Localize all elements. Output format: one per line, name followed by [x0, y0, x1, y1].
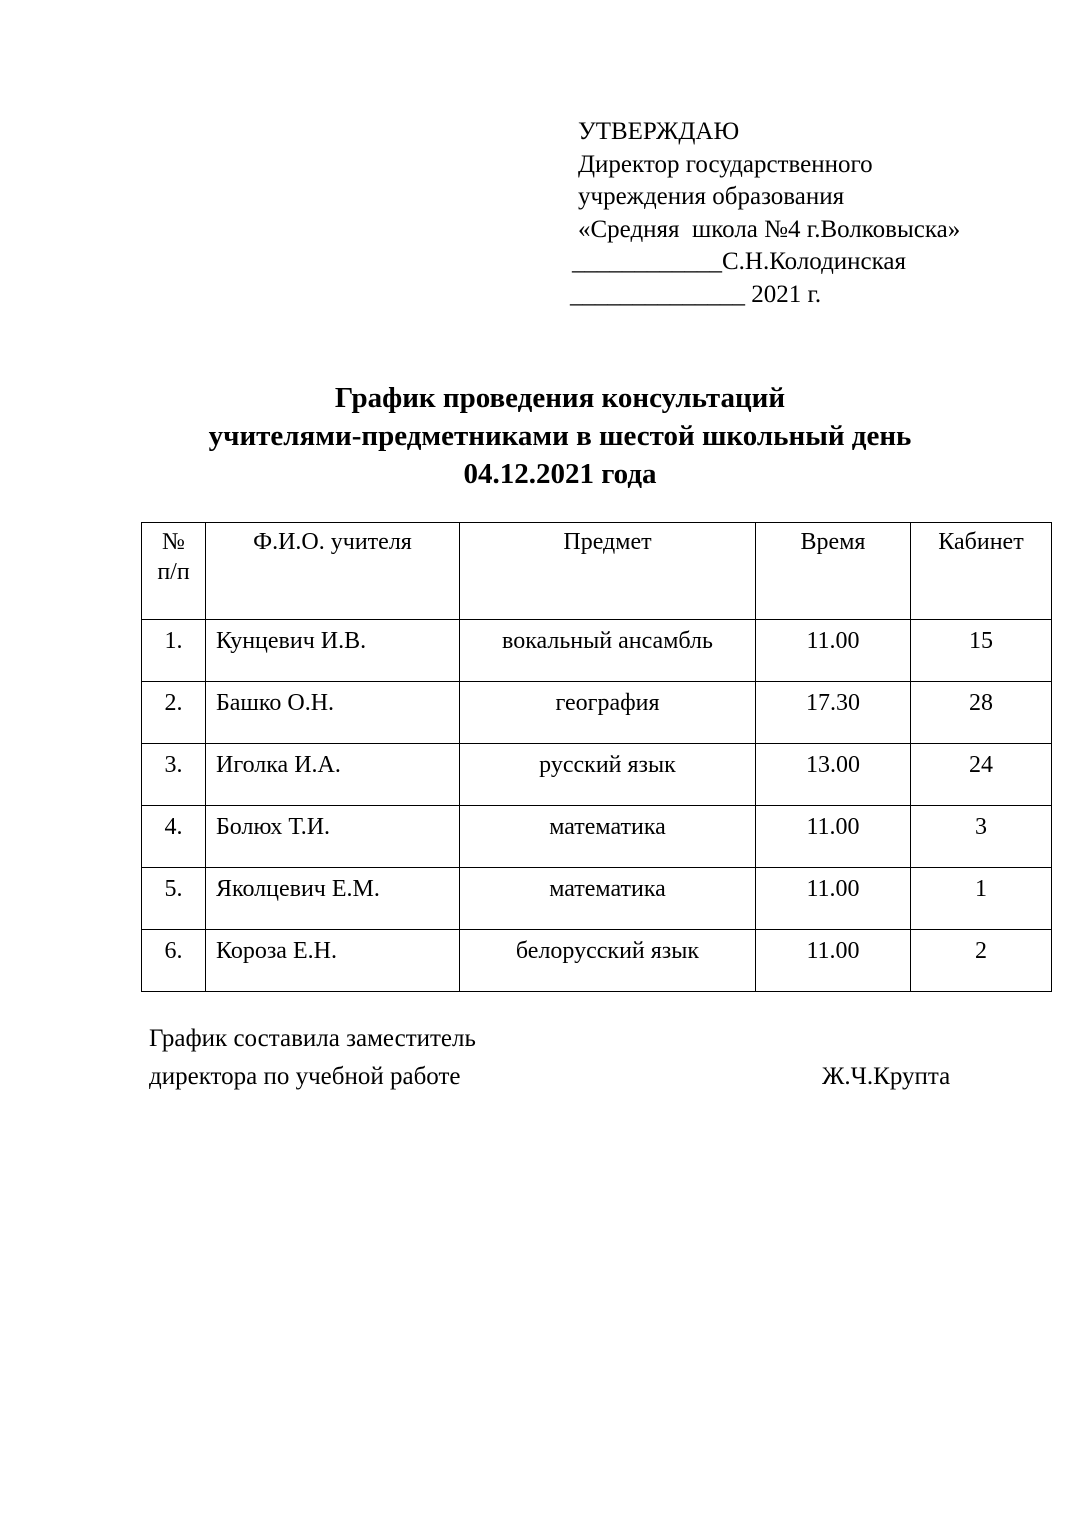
header-name: Ф.И.О. учителя: [206, 523, 460, 620]
title-line3: 04.12.2021 года: [463, 458, 657, 490]
cell-num: 6.: [142, 930, 206, 992]
table-header-row: [142, 523, 1052, 620]
footer-compiled-by-line2: директора по учебной работе: [149, 1063, 461, 1090]
document-title: [60, 379, 1060, 493]
schedule-table: [141, 522, 1052, 992]
footer-block: [149, 1020, 979, 1096]
table-row: [142, 930, 1052, 992]
cell-name: Болюх Т.И.: [206, 806, 460, 868]
approval-signature-line: ____________С.Н.Колодинская: [572, 248, 907, 275]
footer-row2: [149, 1058, 979, 1096]
cell-num: 4.: [142, 806, 206, 868]
cell-time: 13.00: [756, 744, 911, 806]
cell-subject: география: [460, 682, 756, 744]
cell-room: 24: [911, 744, 1052, 806]
cell-name: Кунцевич И.В.: [206, 620, 460, 682]
title-line2: учителями-предметниками в шестой школьный день: [208, 420, 912, 452]
table-row: [142, 806, 1052, 868]
header-num-line1: №: [162, 529, 185, 555]
cell-subject: вокальный ансамбль: [460, 620, 756, 682]
cell-num: 2.: [142, 682, 206, 744]
cell-time: 11.00: [756, 930, 911, 992]
table-row: [142, 744, 1052, 806]
cell-room: 2: [911, 930, 1052, 992]
cell-time: 11.00: [756, 806, 911, 868]
footer-compiled-by-line1: График составила заместитель: [149, 1025, 476, 1052]
table-row: [142, 620, 1052, 682]
cell-num: 1.: [142, 620, 206, 682]
footer-row1: [149, 1020, 979, 1058]
cell-time: 11.00: [756, 620, 911, 682]
table-row: [142, 682, 1052, 744]
table-row: [142, 868, 1052, 930]
cell-room: 15: [911, 620, 1052, 682]
cell-subject: русский язык: [460, 744, 756, 806]
approval-block: [570, 116, 1050, 311]
approval-heading: УТВЕРЖДАЮ: [578, 118, 740, 145]
header-subject: Предмет: [460, 523, 756, 620]
cell-name: Иголка И.А.: [206, 744, 460, 806]
cell-num: 3.: [142, 744, 206, 806]
cell-time: 11.00: [756, 868, 911, 930]
cell-subject: белорусский язык: [460, 930, 756, 992]
cell-subject: математика: [460, 868, 756, 930]
header-num: [142, 523, 206, 620]
cell-num: 5.: [142, 868, 206, 930]
footer-author: Ж.Ч.Крупта: [822, 1063, 951, 1090]
approval-position-line2: учреждения образования: [578, 183, 845, 210]
cell-name: Яколцевич Е.М.: [206, 868, 460, 930]
header-time: Время: [756, 523, 911, 620]
cell-room: 28: [911, 682, 1052, 744]
approval-position-line1: Директор государственного: [578, 150, 873, 178]
cell-name: Короза Е.Н.: [206, 930, 460, 992]
cell-name: Башко О.Н.: [206, 682, 460, 744]
cell-room: 3: [911, 806, 1052, 868]
header-num-line2: п/п: [157, 559, 190, 585]
cell-room: 1: [911, 868, 1052, 930]
cell-time: 17.30: [756, 682, 911, 744]
title-line1: График проведения консультаций: [334, 382, 786, 414]
header-room: Кабинет: [911, 523, 1052, 620]
cell-subject: математика: [460, 806, 756, 868]
approval-school: «Средняя школа №4 г.Волковыска»: [578, 215, 961, 243]
approval-date-line: ______________ 2021 г.: [570, 280, 822, 308]
